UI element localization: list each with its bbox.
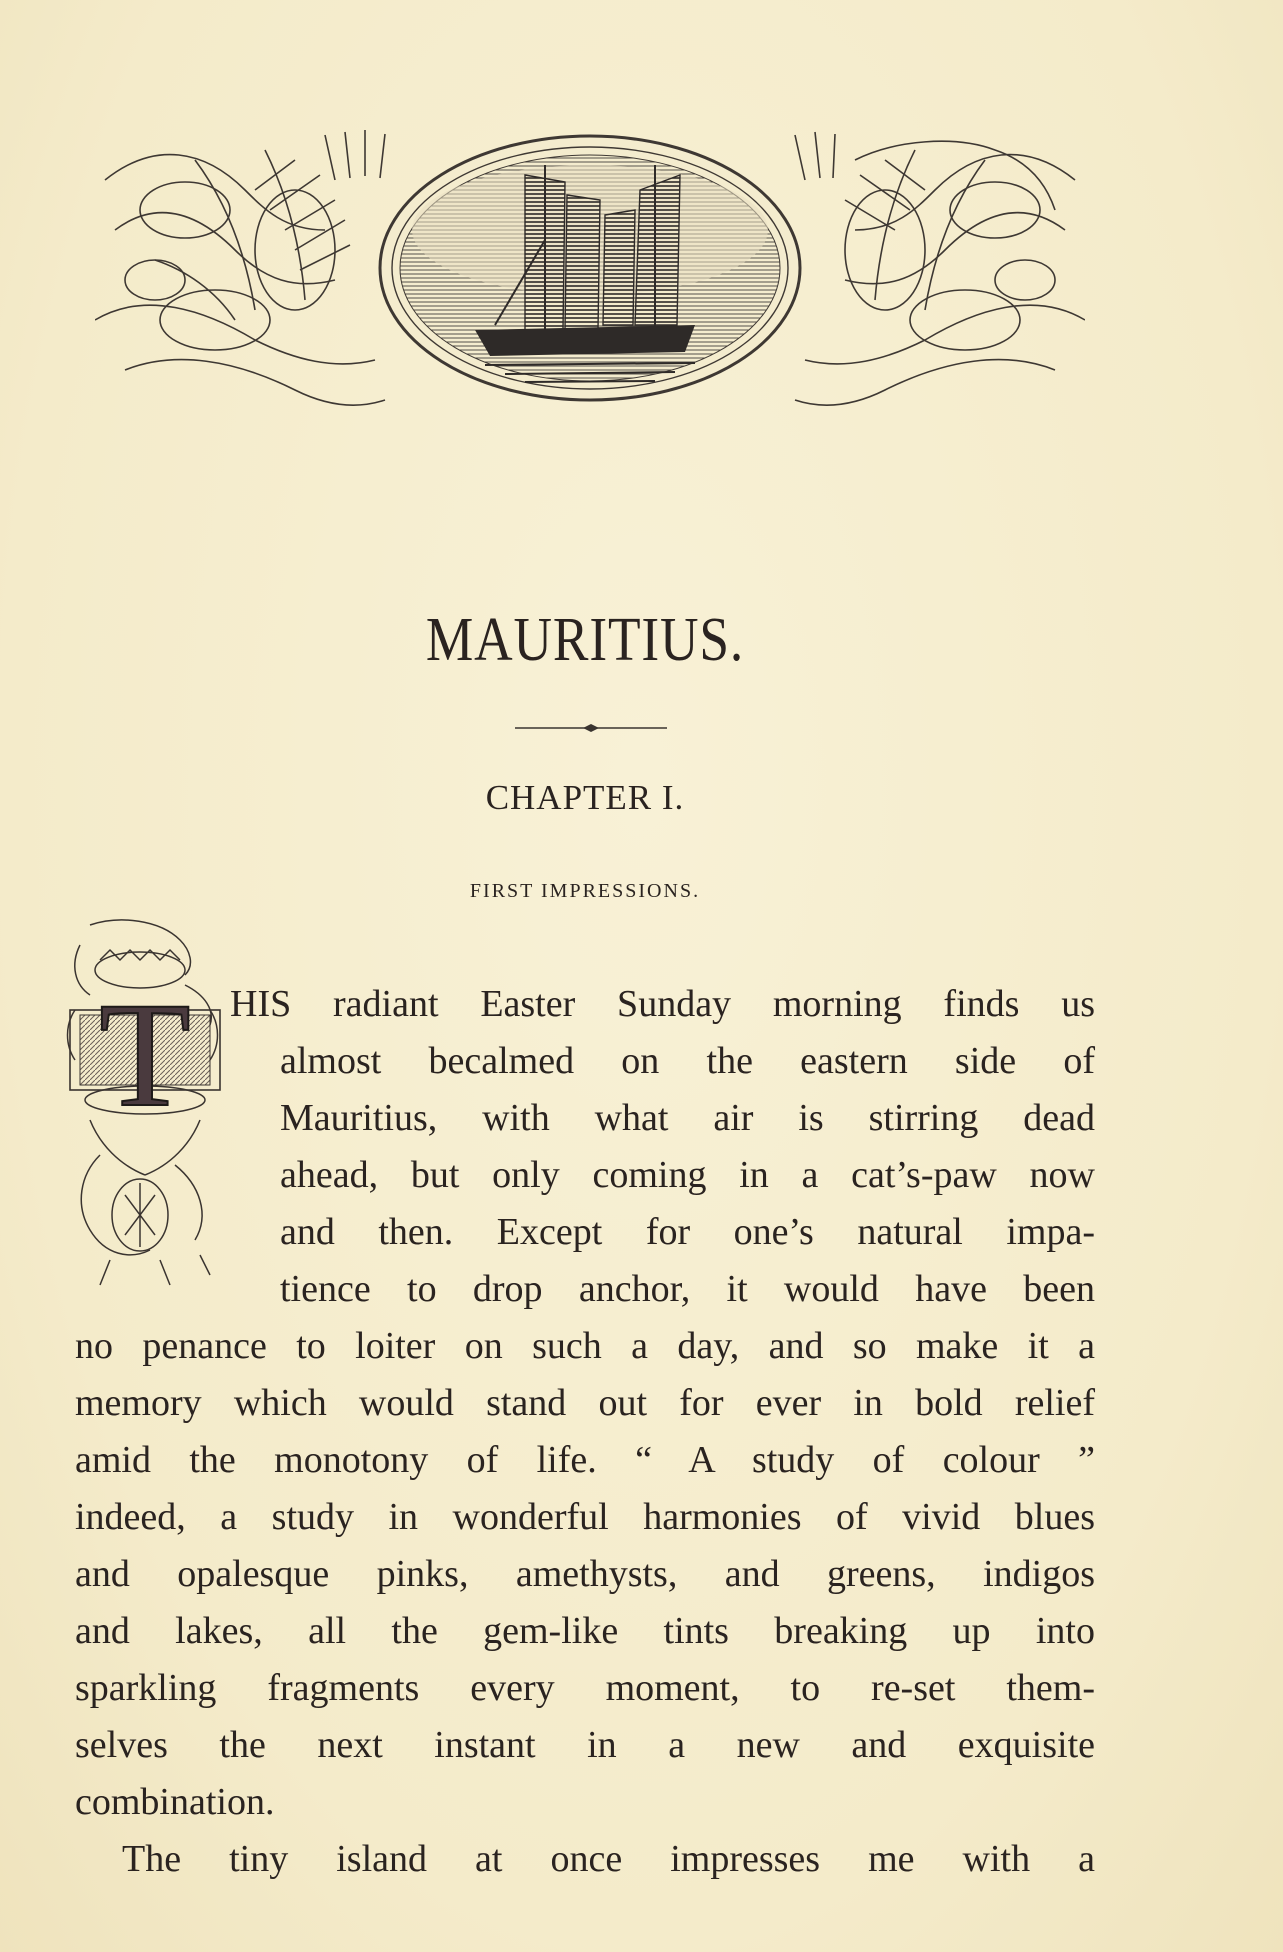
ship-vignette-headpiece-illustration — [95, 120, 1085, 430]
text-line-11: and opalesque pinks, amethysts, and greens, indigos — [75, 1553, 1095, 1595]
title-divider-ornament — [515, 722, 667, 734]
chapter-heading: CHAPTER I. — [485, 778, 685, 817]
text-line-15: combination. — [75, 1781, 275, 1823]
text-line-12: and lakes, all the gem-like tints breaking up into — [75, 1610, 1095, 1652]
text-line-1: HIS radiant Easter Sunday morning finds us — [230, 983, 1095, 1025]
text-line-4: ahead, but only coming in a cat’s-paw now — [280, 1154, 1095, 1196]
text-line-9: amid the monotony of life. “ A study of colour ” — [75, 1439, 1095, 1481]
page-title: MAURITIUS. — [425, 606, 745, 674]
text-line-14: selves the next instant in a new and exquisite — [75, 1724, 1095, 1766]
drop-cap-letter: T — [99, 972, 191, 1138]
chapter-subtitle: FIRST IMPRESSIONS. — [469, 880, 701, 902]
text-line-2: almost becalmed on the eastern side of — [280, 1040, 1095, 1082]
text-line-8: memory which would stand out for ever in bold relief — [75, 1382, 1095, 1424]
ornamental-drop-cap — [60, 915, 230, 1295]
text-line-13: sparkling fragments every moment, to re-set them- — [75, 1667, 1095, 1709]
text-line-5: and then. Except for one’s natural impa- — [280, 1211, 1095, 1253]
text-line-7: no penance to loiter on such a day, and so make it a — [75, 1325, 1095, 1367]
text-line-6: tience to drop anchor, it would have been — [280, 1268, 1095, 1310]
text-line-10: indeed, a study in wonderful harmonies of vivid blues — [75, 1496, 1095, 1538]
text-line-16: The tiny island at once impresses me with a — [122, 1838, 1095, 1880]
text-line-3: Mauritius, with what air is stirring dead — [280, 1097, 1095, 1139]
